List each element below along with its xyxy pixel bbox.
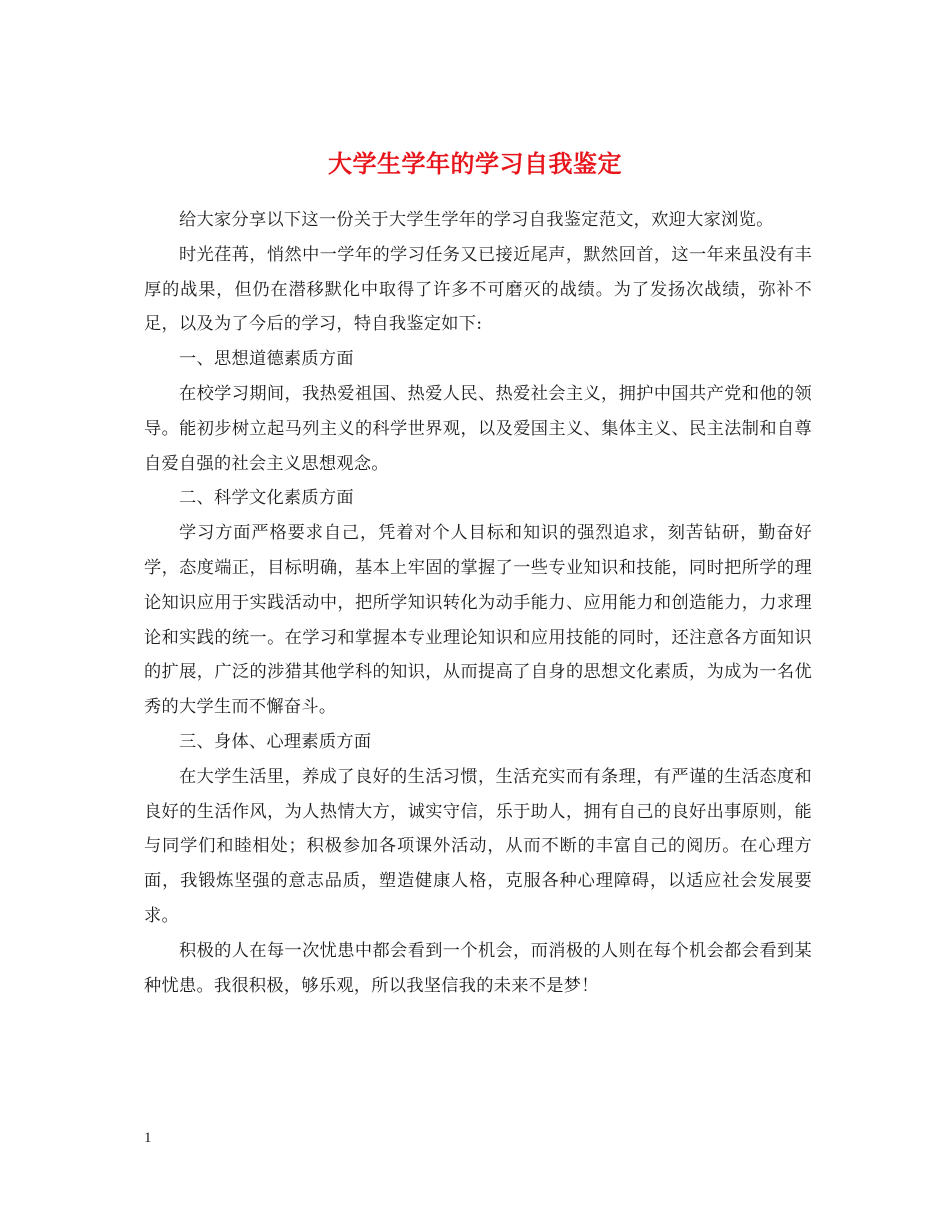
closing-paragraph: 积极的人在每一次忧患中都会看到一个机会，而消极的人则在每个机会都会看到某种忧患。我很积极，够乐观，所以我坚信我的未来不是梦！ (144, 940, 812, 996)
page-number: 1 (144, 1130, 152, 1146)
physical-paragraph: 在大学生活里，养成了良好的生活习惯，生活充实而有条理，有严谨的生活态度和良好的生活作风，为人热情大方，诚实守信，乐于助人，拥有自己的良好出事原则，能与同学们和睦相处；积极参加各项课外活动，从而不断的丰富自己的阅历。在心理方面，我锻炼坚强的意志品质，塑造健康人格，克服各种心理障碍，以适应社会发展要求。 (144, 766, 812, 926)
intro-paragraph: 给大家分享以下这一份关于大学生学年的学习自我鉴定范文，欢迎大家浏览。 (179, 210, 774, 230)
page-title: 大学生学年的学习自我鉴定 (328, 149, 622, 179)
document-body (144, 203, 812, 1003)
section-heading-science: 二、科学文化素质方面 (179, 488, 354, 509)
section-heading-moral: 一、思想道德素质方面 (179, 349, 354, 370)
section-heading-physical: 三、身体、心理素质方面 (179, 731, 372, 752)
moral-paragraph: 在校学习期间，我热爱祖国、热爱人民、热爱社会主义，拥护中国共产党和他的领导。能初步树立起马列主义的科学世界观，以及爱国主义、集体主义、民主法制和自尊自爱自强的社会主义思想观念。 (144, 383, 812, 474)
science-paragraph: 学习方面严格要求自己，凭着对个人目标和知识的强烈追求，刻苦钻研，勤奋好学，态度端正，目标明确，基本上牢固的掌握了一些专业知识和技能，同时把所学的理论知识应用于实践活动中，把所学知识转化为动手能力、应用能力和创造能力，力求理论和实践的统一。在学习和掌握本专业理论知识和应用技能的同时，还注意各方面知识的扩展，广泛的涉猎其他学科的知识，从而提高了自身的思想文化素质，为成为一名优秀的大学生而不懈奋斗。 (144, 523, 812, 718)
opening-paragraph: 时光荏苒，悄然中一学年的学习任务又已接近尾声，默然回首，这一年来虽没有丰厚的战果，但仍在潜移默化中取得了许多不可磨灭的战绩。为了发扬次战绩，弥补不足，以及为了今后的学习，特自我鉴定如下: (144, 244, 812, 335)
